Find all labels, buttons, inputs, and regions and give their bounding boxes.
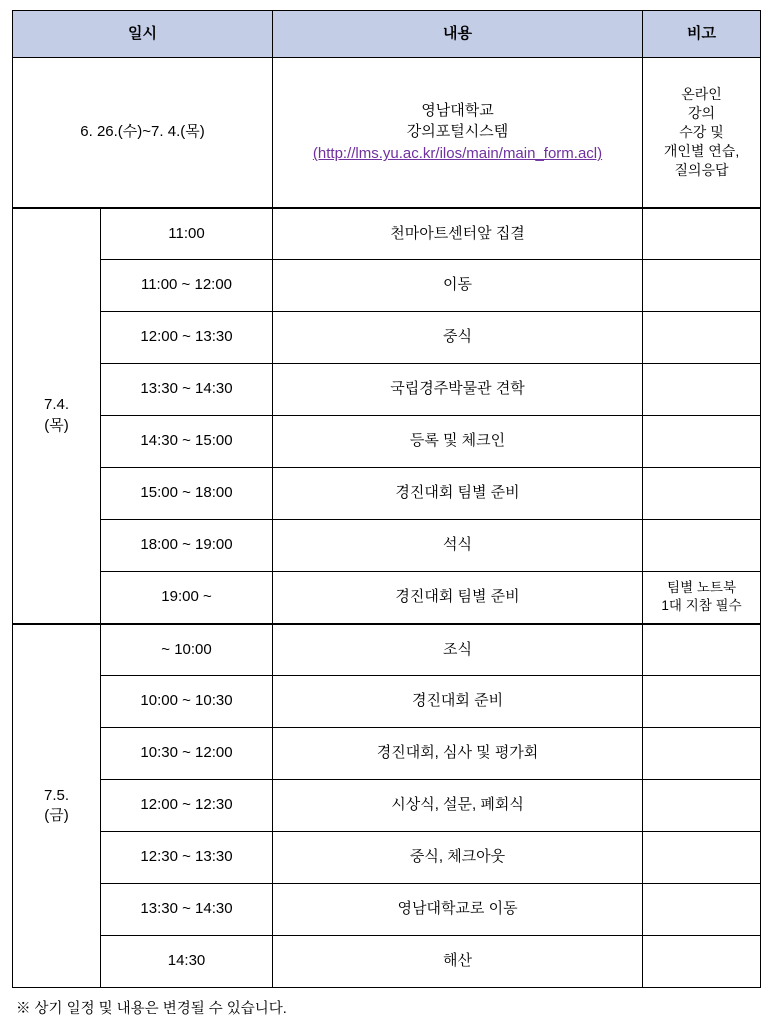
column-header-content: 내용 (273, 11, 643, 58)
cell-time: 11:00 ~ 12:00 (101, 260, 273, 312)
cell-date-july5 (13, 624, 101, 988)
cell-time: 10:30 ~ 12:00 (101, 728, 273, 780)
note-line: 개인별 연습, (663, 142, 740, 159)
table-row (13, 416, 761, 468)
cell-time: ~ 10:00 (101, 624, 273, 676)
cell-content: 영남대학교로 이동 (273, 884, 643, 936)
cell-note (643, 208, 761, 260)
cell-note (643, 312, 761, 364)
note-line: 팀별 노트북 (667, 580, 736, 596)
cell-note (643, 260, 761, 312)
cell-date-online-period: 6. 26.(수)~7. 4.(목) (13, 58, 273, 208)
cell-time: 15:00 ~ 18:00 (101, 468, 273, 520)
schedule-table (12, 10, 761, 988)
cell-content: 경진대회 팀별 준비 (273, 468, 643, 520)
date-day: 7.4. (43, 396, 70, 414)
table-row (13, 572, 761, 624)
cell-time: 14:30 (101, 936, 273, 988)
cell-content: 경진대회 팀별 준비 (273, 572, 643, 624)
table-header-row (13, 11, 761, 58)
note-line: 수강 및 (679, 123, 724, 140)
table-header (13, 11, 761, 58)
table-body (13, 58, 761, 988)
cell-time: 13:30 ~ 14:30 (101, 884, 273, 936)
table-row (13, 312, 761, 364)
date-day: 7.5. (43, 786, 70, 804)
cell-date-july4 (13, 208, 101, 624)
table-row (13, 832, 761, 884)
table-row (13, 728, 761, 780)
date-weekday: (금) (44, 806, 69, 824)
note-line: 질의응답 (674, 161, 729, 178)
cell-note-online-period (643, 58, 761, 208)
cell-time: 19:00 ~ (101, 572, 273, 624)
footnote-text: ※ 상기 일정 및 내용은 변경될 수 있습니다. (16, 1001, 287, 1017)
table-row (13, 884, 761, 936)
cell-note (643, 780, 761, 832)
cell-note (643, 364, 761, 416)
cell-content-online-period (273, 58, 643, 208)
cell-note (643, 572, 761, 624)
cell-content: 조식 (273, 624, 643, 676)
table-row (13, 208, 761, 260)
cell-time: 13:30 ~ 14:30 (101, 364, 273, 416)
cell-note (643, 520, 761, 572)
cell-content: 석식 (273, 520, 643, 572)
table-row (13, 260, 761, 312)
note-line: 온라인 (681, 86, 722, 103)
lms-univ-name: 영남대학교 (421, 101, 494, 119)
column-header-note: 비고 (643, 11, 761, 58)
table-row (13, 364, 761, 416)
cell-note (643, 624, 761, 676)
lms-system-name: 강의포털시스템 (406, 123, 509, 141)
cell-time: 12:30 ~ 13:30 (101, 832, 273, 884)
lms-portal-link[interactable]: (http://lms.yu.ac.kr/ilos/main/main_form.acl) (312, 145, 603, 163)
cell-note (643, 728, 761, 780)
cell-time: 14:30 ~ 15:00 (101, 416, 273, 468)
table-row (13, 468, 761, 520)
table-row (13, 936, 761, 988)
cell-content: 등록 및 체크인 (273, 416, 643, 468)
cell-content: 경진대회 준비 (273, 676, 643, 728)
cell-note (643, 832, 761, 884)
cell-content: 국립경주박물관 견학 (273, 364, 643, 416)
table-row (13, 624, 761, 676)
cell-time: 18:00 ~ 19:00 (101, 520, 273, 572)
note-line: 1대 지참 필수 (661, 598, 742, 614)
cell-time: 12:00 ~ 13:30 (101, 312, 273, 364)
note-line: 강의 (687, 104, 716, 121)
cell-content: 중식, 체크아웃 (273, 832, 643, 884)
cell-note (643, 468, 761, 520)
cell-time: 10:00 ~ 10:30 (101, 676, 273, 728)
cell-time: 11:00 (101, 208, 273, 260)
table-row (13, 780, 761, 832)
cell-content: 경진대회, 심사 및 평가회 (273, 728, 643, 780)
cell-content: 천마아트센터앞 집결 (273, 208, 643, 260)
cell-content: 이동 (273, 260, 643, 312)
cell-note (643, 416, 761, 468)
cell-content: 시상식, 설문, 폐회식 (273, 780, 643, 832)
column-header-date: 일시 (13, 11, 273, 58)
cell-note (643, 884, 761, 936)
cell-time: 12:00 ~ 12:30 (101, 780, 273, 832)
lms-info-block (276, 100, 639, 165)
cell-note (643, 936, 761, 988)
table-row (13, 520, 761, 572)
cell-content: 해산 (273, 936, 643, 988)
cell-content: 중식 (273, 312, 643, 364)
cell-note (643, 676, 761, 728)
table-row (13, 676, 761, 728)
table-row (13, 58, 761, 208)
date-weekday: (목) (44, 416, 69, 434)
